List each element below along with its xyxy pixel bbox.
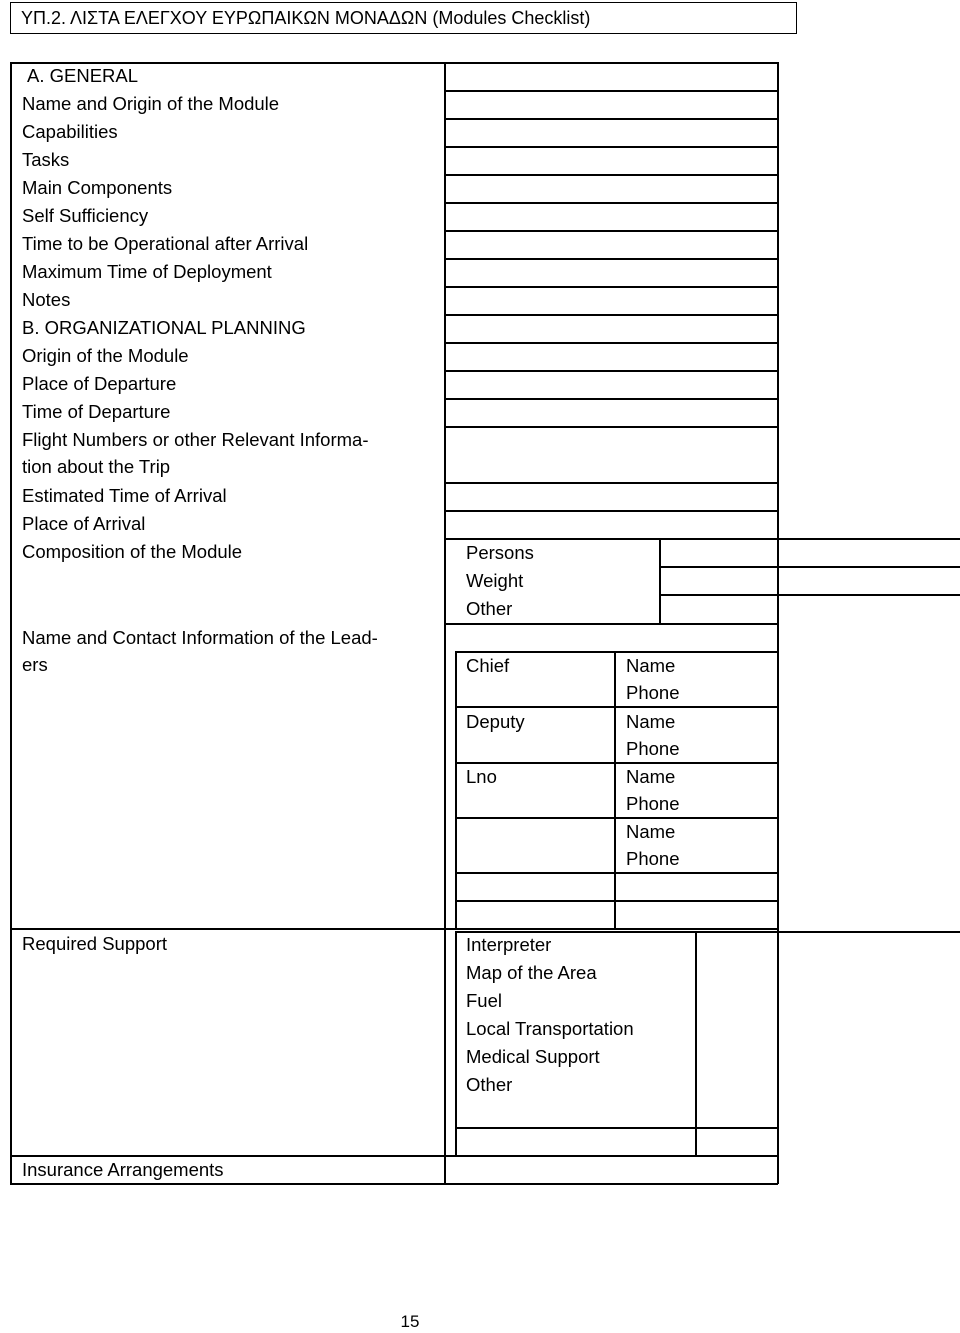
- col-line: [659, 538, 661, 624]
- row-line: [444, 118, 778, 120]
- row-line: [444, 286, 778, 288]
- row-label: Name and Origin of the Module: [22, 93, 280, 114]
- leader-role: Deputy: [466, 711, 525, 732]
- row-line: [444, 370, 778, 372]
- composition-label: Composition of the Module: [22, 541, 243, 562]
- row-line: [444, 202, 778, 204]
- insurance-label: Insurance Arrangements: [22, 1159, 224, 1180]
- row-line: [444, 623, 778, 625]
- page-title: [10, 2, 797, 34]
- row-label: Origin of the Module: [22, 345, 189, 366]
- support-item: Medical Support: [466, 1046, 600, 1067]
- leader-role: Chief: [466, 655, 510, 676]
- row-line: [455, 872, 778, 874]
- leader-name-label: Name: [626, 766, 676, 787]
- leader-phone-label: Phone: [626, 682, 680, 703]
- row-label: Main Components: [22, 177, 173, 198]
- row-line: [455, 900, 778, 902]
- leader-role: Lno: [466, 766, 497, 787]
- support-item: Other: [466, 1074, 513, 1095]
- row-label: Maximum Time of Deployment: [22, 261, 272, 282]
- row-line: [444, 230, 778, 232]
- row-line: [444, 398, 778, 400]
- row-line: [444, 426, 778, 428]
- leader-phone-label: Phone: [626, 848, 680, 869]
- composition-item: Persons: [466, 542, 534, 563]
- leaders-label: Name and Contact Information of the Lead-: [22, 627, 378, 648]
- section-a-heading: A. GENERAL: [27, 65, 139, 86]
- leader-name-label: Name: [626, 821, 676, 842]
- row-label: Flight Numbers or other Relevant Informa-: [22, 429, 369, 450]
- row-line: [659, 594, 960, 596]
- composition-item: Other: [466, 598, 513, 619]
- leader-phone-label: Phone: [626, 738, 680, 759]
- support-item: Interpreter: [466, 934, 552, 955]
- page-title-text: ΥΠ.2. ΛΙΣΤΑ ΕΛΕΓΧΟΥ ΕΥΡΩΠΑΙΚΩΝ ΜΟΝΑΔΩΝ (Modules Checklist): [21, 8, 591, 28]
- row-line: [444, 146, 778, 148]
- row-line: [455, 1127, 778, 1129]
- row-line: [455, 817, 778, 819]
- row-line: [444, 510, 778, 512]
- page-number: 15: [400, 1312, 420, 1331]
- support-item: Fuel: [466, 990, 502, 1011]
- row-label: Capabilities: [22, 121, 118, 142]
- col-line: [695, 931, 697, 1156]
- support-label: Required Support: [22, 933, 168, 954]
- row-label: Place of Departure: [22, 373, 177, 394]
- leader-name-label: Name: [626, 655, 676, 676]
- section-b-heading: B. ORGANIZATIONAL PLANNING: [22, 317, 306, 338]
- row-label: Time to be Operational after Arrival: [22, 233, 309, 254]
- row-line: [444, 174, 778, 176]
- row-line: [444, 314, 778, 316]
- row-line: [444, 342, 778, 344]
- row-label: Place of Arrival: [22, 513, 146, 534]
- leader-phone-label: Phone: [626, 793, 680, 814]
- leader-name-label: Name: [626, 711, 676, 732]
- leaders-label: ers: [22, 654, 48, 675]
- row-line: [444, 258, 778, 260]
- col-line: [455, 651, 457, 929]
- row-line: [444, 90, 778, 92]
- support-item: Map of the Area: [466, 962, 597, 983]
- row-line: [444, 482, 778, 484]
- support-item: Local Transportation: [466, 1018, 634, 1039]
- row-label: Tasks: [22, 149, 70, 170]
- row-line: [659, 566, 960, 568]
- table-border-left: [10, 62, 12, 1184]
- col-line: [614, 651, 616, 929]
- row-label: Notes: [22, 289, 71, 310]
- col-line: [455, 931, 457, 1156]
- composition-item: Weight: [466, 570, 524, 591]
- row-label: Estimated Time of Arrival: [22, 485, 227, 506]
- row-label: Self Sufficiency: [22, 205, 149, 226]
- row-label: tion about the Trip: [22, 456, 171, 477]
- row-line: [455, 762, 778, 764]
- row-label: Time of Departure: [22, 401, 171, 422]
